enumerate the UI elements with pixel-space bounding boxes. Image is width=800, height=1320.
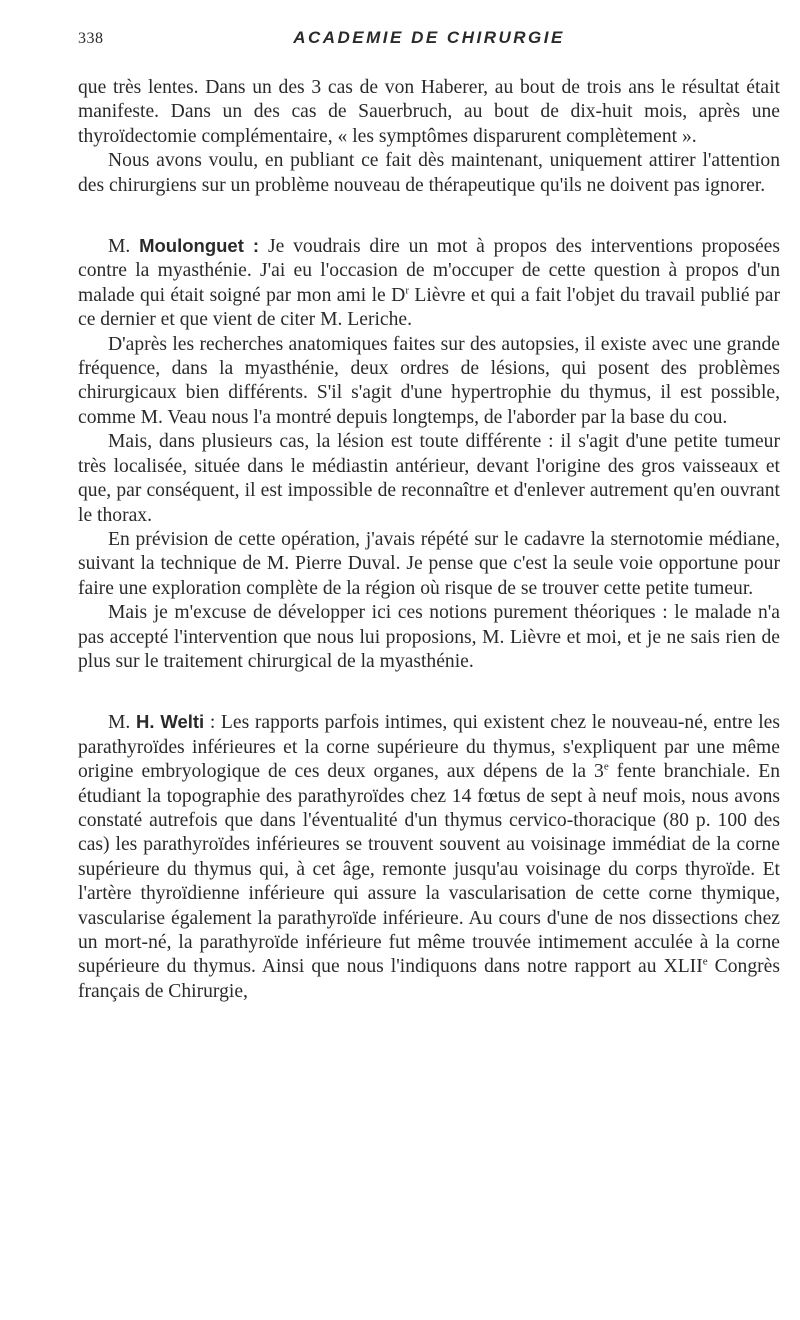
paragraph: Nous avons voulu, en publiant ce fait dès maintenant, uniquement attirer l'attention des chirurgiens sur un problème nouveau de thérapeutique qu'ils ne doivent pas ignorer. [78, 150, 780, 196]
speaker-separator: : [204, 712, 221, 734]
page [78, 28, 780, 1004]
page-number: 338 [78, 30, 104, 47]
speaker-name: H. Welti [135, 711, 205, 733]
speaker-prefix: M. [108, 236, 140, 258]
speaker-name: Moulonguet [139, 235, 244, 257]
paragraph-text: Lièvre et qui a fait l'objet du travail publié par ce dernier et que vient de citer M. Leriche. [78, 284, 780, 331]
section-continuation [78, 76, 780, 198]
section-gap [78, 198, 780, 234]
page-header [78, 28, 780, 54]
superscript: r [405, 284, 409, 297]
superscript: e [603, 760, 609, 773]
speaker-separator: : [243, 235, 269, 257]
section-moulonguet [78, 234, 780, 674]
paragraph [78, 234, 780, 333]
paragraph [78, 710, 780, 1004]
superscript: e [702, 955, 708, 968]
paragraph-text: Je voudrais dire un mot à propos des interventions proposées contre la myasthénie. J'ai eu l'occasion de m'occuper de cette question à propos d'un malade qui était soigné par mon ami le D [78, 236, 780, 306]
section-welti [78, 710, 780, 1004]
paragraph-text: fente branchiale. En étudiant la topographie des parathyroïdes chez 14 fœtus de sept à neuf mois, nous avons constaté autrefois que dans l'éventualité d'un thymus cervico-thoracique (80 p. 100 des cas) les parathyroïdes inférieures se trouvent souvent au voisinage immédiat de la corne supérieure du thymus qui, à cet âge, remonte jusqu'au voisinage du corps thyroïde. Et l'artère thyroïdienne inférieure qui assure la vascularisation de cette corne thymique, vascularise également la parathyroïde inférieure. Au cours d'une de nos dissections chez un mort-né, la parathyroïde inférieure fut même trouvée intimement acculée à la corne supérieure du thymus. Ainsi que nous l'indiquons dans notre rapport au XLII [78, 761, 780, 978]
paragraph: Mais je m'excuse de développer ici ces notions purement théoriques : le malade n'a pas accepté l'intervention que nous lui proposions, M. Lièvre et moi, et je ne sais rien de plus sur le traitement chirurgical de la myasthénie. [78, 602, 780, 672]
paragraph: D'après les recherches anatomiques faites sur des autopsies, il existe avec une grande fréquence, dans la myasthénie, deux ordres de lésions, qui posent des problèmes chirurgicaux bien différents. S'il s'agit d'une hypertrophie du thymus, il est possible, comme M. Veau nous l'a montré depuis longtemps, de l'aborder par la base du cou. [78, 333, 780, 428]
paragraph: que très lentes. Dans un des 3 cas de von Haberer, au bout de trois ans le résultat était manifeste. Dans un des cas de Sauerbruch, au bout de dix-huit mois, après une thyroïdectomie complémentaire, « les symptômes disparurent complètement ». [78, 77, 780, 147]
speaker-prefix: M. [108, 712, 136, 734]
section-gap [78, 674, 780, 710]
paragraph-text: Congrès français de Chirurgie, [78, 956, 780, 1002]
paragraph: Mais, dans plusieurs cas, la lésion est toute différente : il s'agit d'une petite tumeur très localisée, située dans le médiastin antérieur, devant l'origine des gros vaisseaux et que, par conséquent, il est impossible de reconnaître et d'enlever autrement qu'en ouvrant le thorax. [78, 431, 780, 526]
paragraph: En prévision de cette opération, j'avais répété sur le cadavre la sternotomie médiane, suivant la technique de M. Pierre Duval. Je pense que c'est la seule voie opportune pour faire une exploration complète de la région où risque de se trouver cette petite tumeur. [78, 528, 780, 599]
running-title: ACADEMIE DE CHIRURGIE [293, 28, 565, 47]
paragraph-text: Les rapports parfois intimes, qui existent chez le nouveau-né, entre les parathyroïdes inférieures et la corne supérieure du thymus, s'expliquent par une même origine embryologique de ces deux organes, aux dépens de la 3 [78, 712, 780, 783]
